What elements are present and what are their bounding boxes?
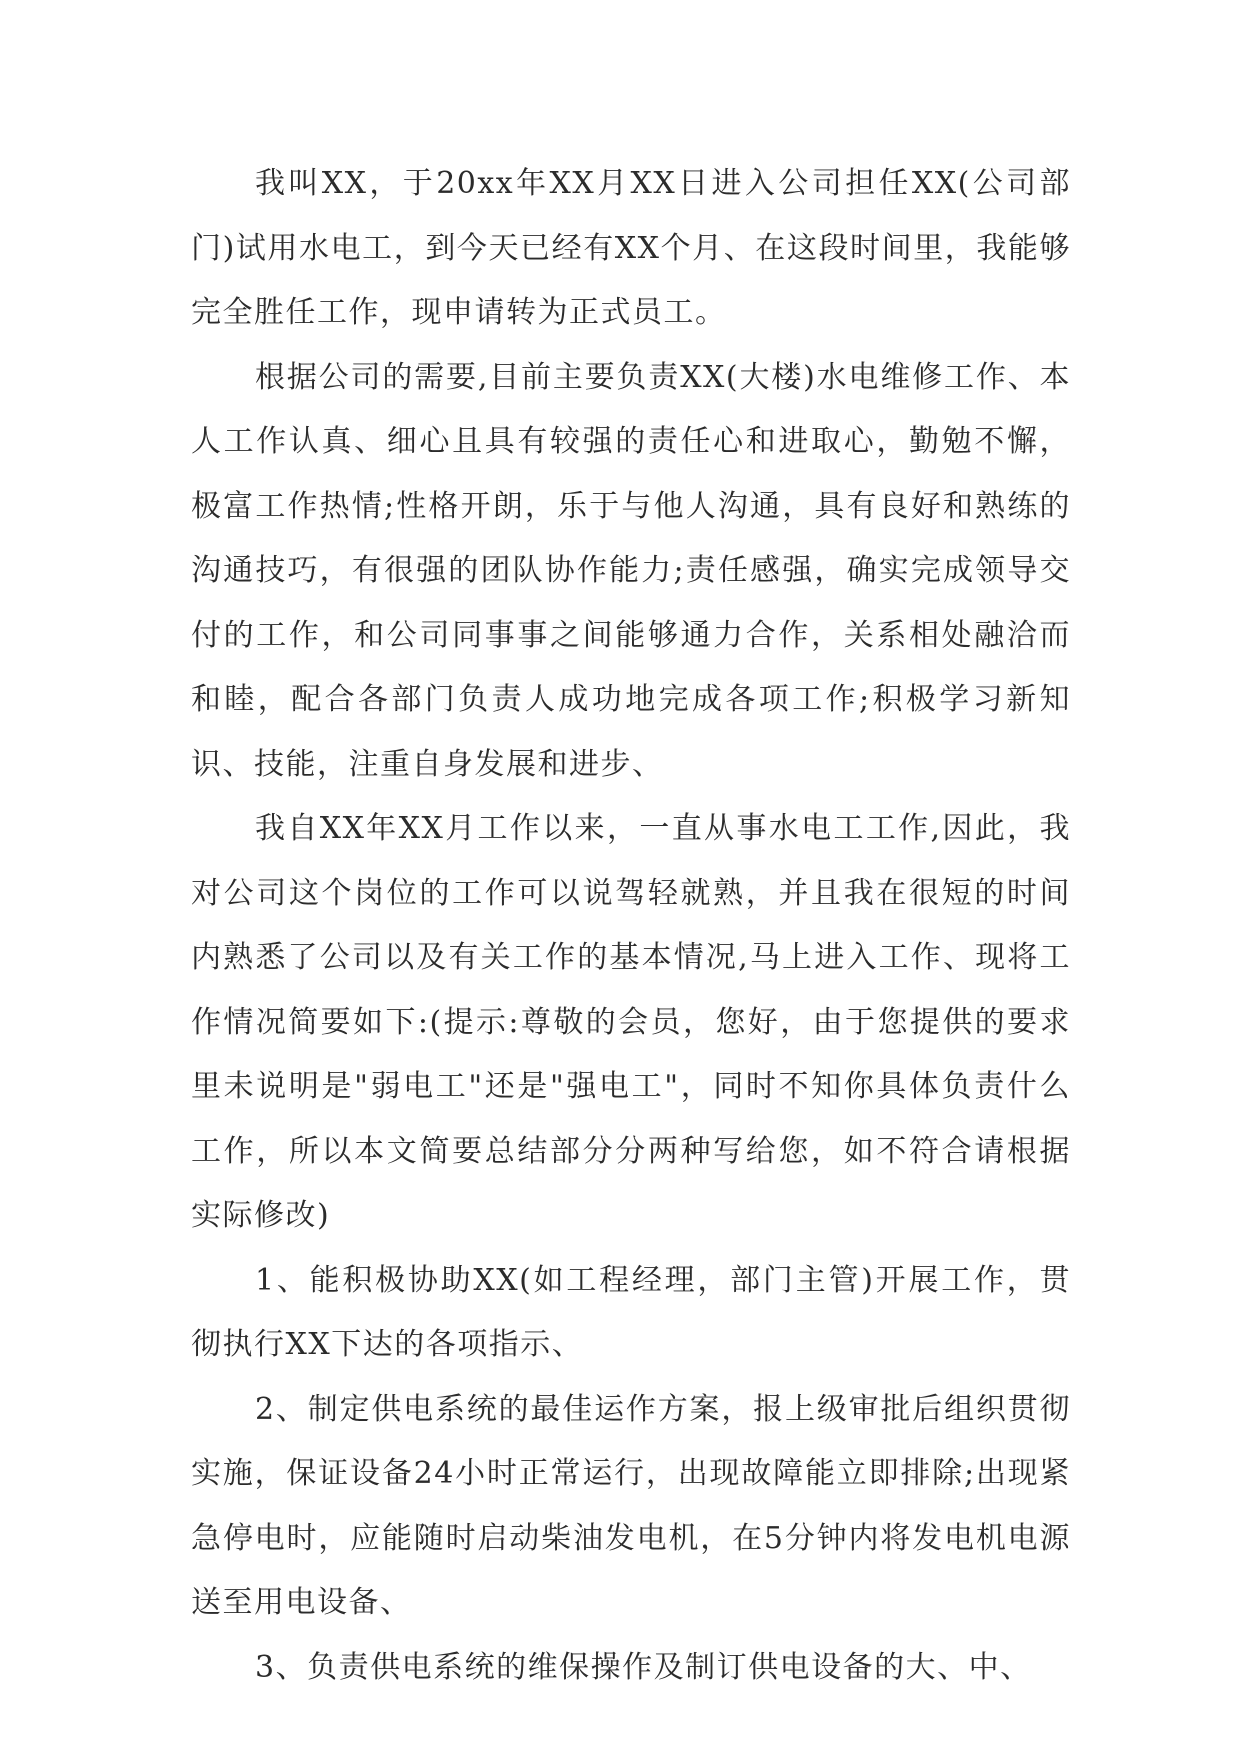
paragraph-responsibilities: 根据公司的需要,目前主要负责XX(大楼)水电维修工作、本人工作认真、细心且具有较强的责任心和进取心，勤勉不懈，极富工作热情;性格开朗，乐于与他人沟通，具有良好和熟练的沟通技巧，有很强的团队协作能力;责任感强，确实完成领导交付的工作，和公司同事事之间能够通力合作，关系相处融洽而和睦，配合各部门负责人成功地完成各项工作;积极学习新知识、技能，注重自身发展和进步、 xyxy=(191,359,1071,782)
paragraph-intro: 我叫XX，于20xx年XX月XX日进入公司担任XX(公司部门)试用水电工，到今天已经有XX个月、在这段时间里，我能够完全胜任工作，现申请转为正式员工。 xyxy=(191,166,1071,330)
paragraph-work-summary: 我自XX年XX月工作以来，一直从事水电工工作,因此，我对公司这个岗位的工作可以说驾轻就熟，并且我在很短的时间内熟悉了公司以及有关工作的基本情况,马上进入工作、现将工作情况简要如下:(提示:尊敬的会员，您好，由于您提供的要求里未说明是"弱电工"还是"强电工"，同时不知你具体负责什么工作，所以本文简要总结部分分两种写给您，如不符合请根据实际修改) xyxy=(191,811,1071,1233)
paragraph-item-1: 1、能积极协助XX(如工程经理，部门主管)开展工作，贯彻执行XX下达的各项指示、 xyxy=(191,1262,1071,1362)
document-body xyxy=(191,152,1071,1700)
paragraph-item-3: 3、负责供电系统的维保操作及制订供电设备的大、中、 xyxy=(255,1649,1032,1685)
paragraph-item-2: 2、制定供电系统的最佳运作方案，报上级审批后组织贯彻实施，保证设备24小时正常运行，出现故障能立即排除;出现紧急停电时，应能随时启动柴油发电机，在5分钟内将发电机电源送至用电设备、 xyxy=(191,1391,1071,1620)
